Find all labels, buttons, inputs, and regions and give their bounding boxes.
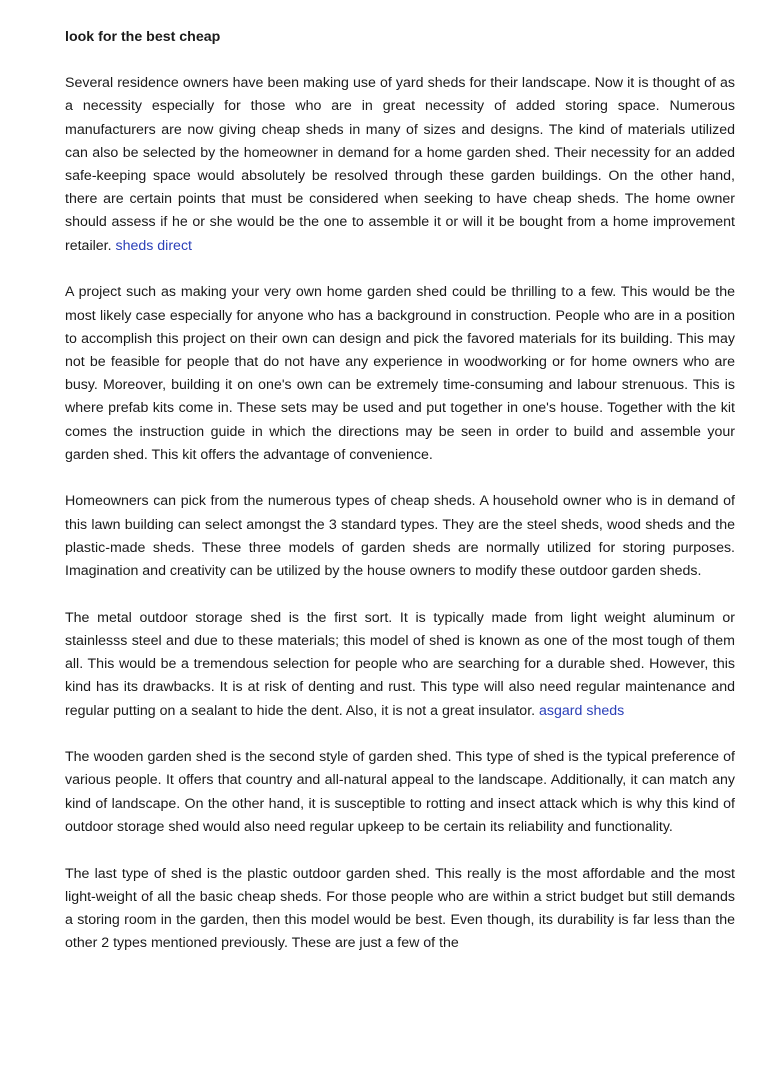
- paragraph-2: [65, 281, 735, 467]
- document-page: [65, 26, 735, 979]
- paragraph-5: [65, 746, 735, 839]
- paragraph-1: [65, 72, 735, 258]
- paragraph-text: The wooden garden shed is the second style of garden shed. This type of shed is the typical preference of various people. It offers that country and all-natural appeal to the landscape. Additionally, it can match any kind of landscape. On the other hand, it is susceptible to rotting and insect attack which is why this kind of outdoor storage shed would also need regular upkeep to be certain its reliability and functionality.: [65, 749, 735, 835]
- paragraph-text: Several residence owners have been making use of yard sheds for their landscape. Now it is thought of as a necessity especially for those who are in great necessity of added storing space. Numerous manufacturers are now giving cheap sheds in many of sizes and designs. The kind of materials utilized can also be selected by the homeowner in demand for a home garden shed. Their necessity for an added safe-keeping space would absolutely be resolved through these garden buildings. On the other hand, there are certain points that must be considered when seeking to have cheap sheds. The home owner should assess if he or she would be the one to assemble it or will it be bought from a home improvement retailer.: [65, 75, 735, 254]
- paragraph-text: A project such as making your very own home garden shed could be thrilling to a few. This would be the most likely case especially for anyone who has a background in construction. People who are in a position to accomplish this project on their own can design and pick the favored materials for its building. This may not be feasible for people that do not have any experience in woodworking or for home owners who are busy. Moreover, building it on one's own can be extremely time-consuming and labour strenuous. This is where prefab kits come in. These sets may be used and put together in one's house. Together with the kit comes the instruction guide in which the directions may be seen in order to build and assemble your garden shed. This kit offers the advantage of convenience.: [65, 284, 735, 463]
- paragraph-4: [65, 607, 735, 723]
- paragraph-text: The last type of shed is the plastic outdoor garden shed. This really is the most affordable and the most light-weight of all the basic cheap sheds. For those people who are within a strict budget but still demands a storing room in the garden, then this model would be best. Even though, its durability is far less than the other 2 types mentioned previously. These are just a few of the: [65, 865, 735, 952]
- paragraph-6: [65, 863, 735, 956]
- asgard-sheds-link[interactable]: asgard sheds: [539, 702, 625, 719]
- document-title: look for the best cheap: [65, 29, 221, 45]
- paragraph-3: [65, 490, 735, 583]
- paragraph-text: The metal outdoor storage shed is the first sort. It is typically made from light weight aluminum or stainlesss steel and due to these materials; this model of shed is known as one of the most tough of them all. This would be a tremendous selection for people who are searching for a durable shed. However, this kind has its drawbacks. It is at risk of denting and rust. This type will also need regular maintenance and regular putting on a sealant to hide the dent. Also, it is not a great insulator.: [65, 609, 735, 719]
- sheds-direct-link[interactable]: sheds direct: [115, 237, 192, 254]
- paragraph-text: Homeowners can pick from the numerous types of cheap sheds. A household owner who is in demand of this lawn building can select amongst the 3 standard types. They are the steel sheds, wood sheds and the plastic-made sheds. These three models of garden sheds are normally utilized for storing purposes. Imagination and creativity can be utilized by the house owners to modify these outdoor garden sheds.: [65, 493, 735, 580]
